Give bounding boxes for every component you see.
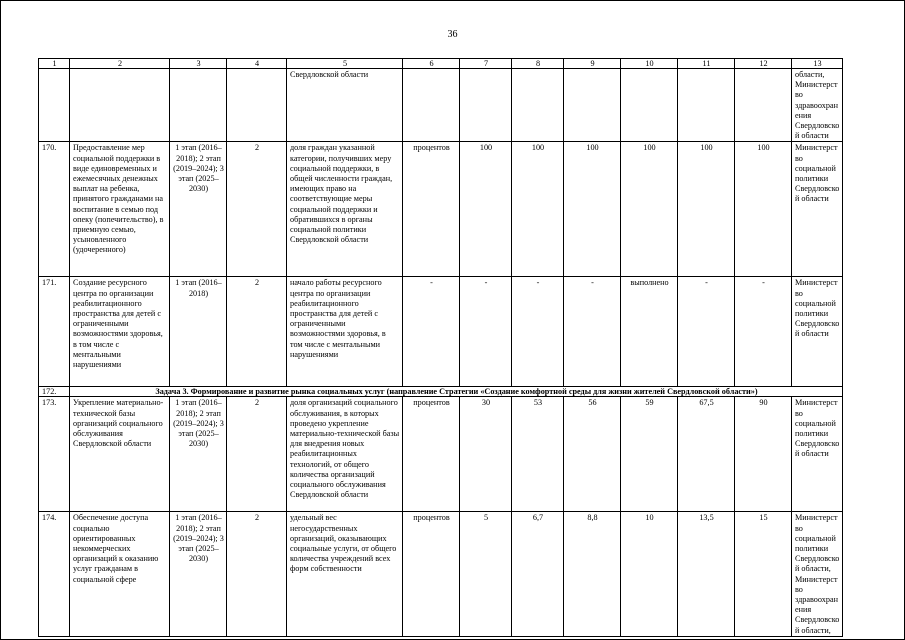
value-cell: 13,5: [678, 512, 735, 636]
unit-cell: процентов: [403, 397, 460, 512]
table-row: [39, 512, 843, 636]
row-number-cell: 173.: [39, 397, 70, 512]
value-cell: 59: [621, 397, 678, 512]
executor-cell: Министерство социальной политики Свердловской области: [792, 142, 843, 277]
table-row-continued: [39, 69, 843, 142]
unit-cell: процентов: [403, 512, 460, 636]
row-number-cell: [39, 69, 70, 142]
column-number: 11: [678, 59, 735, 69]
value-cell: 90: [735, 397, 792, 512]
value-cell: [678, 69, 735, 142]
activity-cell: [70, 69, 170, 142]
value-cell: 67,5: [678, 397, 735, 512]
stage-cell: 1 этап (2016–2018); 2 этап (2019–2024); 3 этап (2025–2030): [170, 142, 227, 277]
column-number: 7: [460, 59, 512, 69]
column-number: 6: [403, 59, 460, 69]
stage-cell: [170, 69, 227, 142]
column-number: 3: [170, 59, 227, 69]
value-cell: [512, 69, 564, 142]
goal-cell: 2: [227, 512, 287, 636]
indicator-cell: удельный вес негосударственных организаций, оказывающих социальные услуги, от общего количества учреждений всех форм собственности: [287, 512, 403, 636]
column-number-row: [39, 59, 843, 69]
stage-cell: 1 этап (2016–2018); 2 этап (2019–2024); 3 этап (2025–2030): [170, 512, 227, 636]
value-cell: 100: [460, 142, 512, 277]
value-cell: [460, 69, 512, 142]
column-number: 9: [564, 59, 621, 69]
indicator-cell: начало работы ресурсного центра по организации реабилитационного пространства для детей с ограниченными возможностями здоровья, в том числе с ментальными нарушениями: [287, 277, 403, 387]
unit-cell: процентов: [403, 142, 460, 277]
task-row: [39, 387, 843, 397]
value-cell: -: [564, 277, 621, 387]
row-number-cell: 170.: [39, 142, 70, 277]
column-number: 13: [792, 59, 843, 69]
value-cell: 8,8: [564, 512, 621, 636]
stage-cell: 1 этап (2016–2018): [170, 277, 227, 387]
value-cell: -: [512, 277, 564, 387]
row-number-cell: 172.: [39, 387, 70, 397]
value-cell: [735, 69, 792, 142]
value-cell: выполнено: [621, 277, 678, 387]
indicators-table: [38, 58, 843, 637]
column-number: 1: [39, 59, 70, 69]
value-cell: 56: [564, 397, 621, 512]
page-number: 36: [447, 29, 458, 40]
task-heading: Задача 3. Формирование и развитие рынка социальных услуг (направление Стратегии «Создание комфортной среды для жизни жителей Свердловской области»): [70, 387, 843, 397]
indicator-cell: доля граждан указанной категории, получивших меру социальной поддержки, в общей численности граждан, имеющих право на соответствующие меры социальной поддержки и обратившихся в органы социальной политики Свердловской области: [287, 142, 403, 277]
table-row: [39, 277, 843, 387]
executor-cell: Министерство социальной политики Свердловской области: [792, 397, 843, 512]
column-number: 10: [621, 59, 678, 69]
unit-cell: -: [403, 277, 460, 387]
unit-cell: [403, 69, 460, 142]
value-cell: 15: [735, 512, 792, 636]
value-cell: [621, 69, 678, 142]
activity-cell: Укрепление материально-технической базы организаций социального обслуживания Свердловской области: [70, 397, 170, 512]
column-number: 4: [227, 59, 287, 69]
executor-cell: Министерство социальной политики Свердловской области, Министерство здравоохранения Свердловской области,: [792, 512, 843, 636]
column-number: 5: [287, 59, 403, 69]
column-number: 2: [70, 59, 170, 69]
executor-cell: области, Министерство здравоохранения Свердловской области: [792, 69, 843, 142]
value-cell: [564, 69, 621, 142]
value-cell: -: [735, 277, 792, 387]
stage-cell: 1 этап (2016–2018); 2 этап (2019–2024); 3 этап (2025–2030): [170, 397, 227, 512]
activity-cell: Предоставление мер социальной поддержки в виде единовременных и ежемесячных денежных выплат на ребенка, принятого гражданами на воспитание в семью под опеку (попечительство), в приемную семью, усыновленного (удочеренного): [70, 142, 170, 277]
value-cell: 10: [621, 512, 678, 636]
goal-cell: [227, 69, 287, 142]
value-cell: 53: [512, 397, 564, 512]
goal-cell: 2: [227, 277, 287, 387]
table-row: [39, 397, 843, 512]
goal-cell: 2: [227, 397, 287, 512]
value-cell: 100: [512, 142, 564, 277]
indicator-cell: доля организаций социального обслуживания, в которых проведено укрепление материально-технической базы для внедрения новых реабилитационных технологий, от общего количества организаций социального обслуживания Свердловской области: [287, 397, 403, 512]
table-row: [39, 142, 843, 277]
value-cell: 100: [564, 142, 621, 277]
row-number-cell: 174.: [39, 512, 70, 636]
indicator-cell: Свердловской области: [287, 69, 403, 142]
value-cell: 100: [678, 142, 735, 277]
executor-cell: Министерство социальной политики Свердловской области: [792, 277, 843, 387]
column-number: 8: [512, 59, 564, 69]
value-cell: 6,7: [512, 512, 564, 636]
value-cell: 100: [621, 142, 678, 277]
value-cell: -: [678, 277, 735, 387]
value-cell: 5: [460, 512, 512, 636]
activity-cell: Обеспечение доступа социально ориентированных некоммерческих организаций к оказанию услуг гражданам в социальной сфере: [70, 512, 170, 636]
value-cell: 100: [735, 142, 792, 277]
goal-cell: 2: [227, 142, 287, 277]
value-cell: -: [460, 277, 512, 387]
value-cell: 30: [460, 397, 512, 512]
column-number: 12: [735, 59, 792, 69]
activity-cell: Создание ресурсного центра по организации реабилитационного пространства для детей с ограниченными возможностями здоровья, в том числе с ментальными нарушениями: [70, 277, 170, 387]
row-number-cell: 171.: [39, 277, 70, 387]
